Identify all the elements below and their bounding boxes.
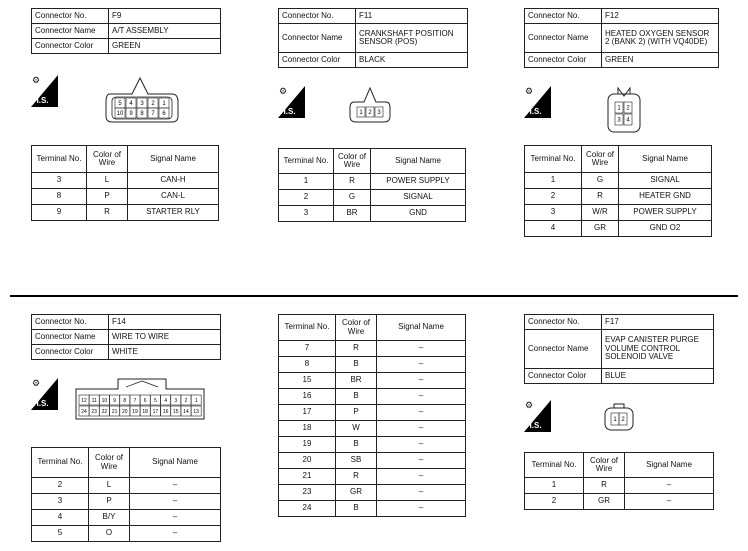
f12-connector-face	[604, 86, 644, 134]
pin-label: 16	[162, 408, 169, 415]
terminal-no-header: Terminal No.	[279, 149, 334, 174]
color-of-wire-header: Color of Wire	[584, 453, 625, 478]
table-row: 18 W –	[279, 421, 466, 437]
pin-label: 5	[154, 397, 157, 404]
connector-name-value: HEATED OXYGEN SENSOR 2 (BANK 2) (WITH VQ40DE)	[602, 24, 719, 53]
pin-label: 7	[133, 397, 137, 404]
color-of-wire-header: Color of Wire	[582, 146, 619, 173]
table-row: 24 B –	[279, 501, 466, 517]
pin-label: 3	[174, 397, 178, 404]
hs-label: H.S.	[33, 399, 49, 408]
table-row: 4 B/Y –	[32, 510, 221, 526]
table-row: 2 L –	[32, 478, 221, 494]
terminal-no-header: Terminal No.	[525, 146, 582, 173]
pin-label: 21	[111, 408, 118, 415]
pin-label: 12	[81, 397, 87, 404]
connector-name-value: EVAP CANISTER PURGE VOLUME CONTROL SOLENOID VALVE	[602, 330, 714, 369]
pin-label: 14	[183, 408, 189, 415]
pin-label: 20	[122, 408, 128, 415]
connector-no-label: Connector No.	[32, 9, 109, 24]
connector-color-label: Connector Color	[32, 345, 109, 360]
table-row: 5 O –	[32, 526, 221, 542]
hs-icon: ⚙ H.S.	[524, 86, 551, 118]
table-row: 8 P CAN-L	[32, 189, 219, 205]
pin-label: 1	[162, 101, 166, 108]
table-row: 3 L CAN-H	[32, 173, 219, 189]
connector-no-label: Connector No.	[525, 9, 602, 24]
color-of-wire-header: Color of Wire	[87, 146, 128, 173]
pin-label: 1	[194, 397, 198, 404]
connector-no-value: F9	[109, 9, 221, 24]
table-row: 17 P –	[279, 405, 466, 421]
table-row: 16 B –	[279, 389, 466, 405]
pin-label: 17	[152, 408, 159, 415]
pin-label: 2	[626, 105, 630, 112]
connector-color-value: GREEN	[109, 39, 221, 54]
terminal-no-header: Terminal No.	[525, 453, 584, 478]
pin-label: 9	[129, 111, 133, 118]
pin-label: 4	[164, 397, 167, 404]
table-row: 2 R HEATER GND	[525, 189, 712, 205]
table-row: 3 P –	[32, 494, 221, 510]
connector-name-label: Connector Name	[525, 24, 602, 53]
table-row: 21 R –	[279, 469, 466, 485]
pin-label: 19	[132, 408, 138, 415]
pin-label: 24	[81, 408, 87, 415]
pin-label: 3	[377, 110, 381, 117]
pin-label: 15	[173, 408, 179, 415]
connector-name-value: WIRE TO WIRE	[109, 330, 221, 345]
connector-color-label: Connector Color	[525, 53, 602, 68]
pin-label: 4	[626, 117, 630, 124]
hs-icon: ⚙ H.S.	[524, 400, 551, 432]
pin-label: 3	[140, 101, 144, 108]
hs-icon: ⚙ H.S.	[31, 378, 58, 410]
f12-terminal-table	[524, 145, 712, 237]
f14-terminal-table-continued	[278, 314, 466, 517]
pin-label: 6	[162, 111, 166, 118]
f11-connector-face	[348, 82, 392, 124]
signal-name-header: Signal Name	[619, 146, 712, 173]
table-row: 9 R STARTER RLY	[32, 205, 219, 221]
table-row: 7 R –	[279, 341, 466, 357]
signal-name-header: Signal Name	[371, 149, 466, 174]
pin-label: 5	[118, 101, 122, 108]
f9-terminal-table	[31, 145, 219, 221]
connector-no-value: F11	[356, 9, 468, 24]
table-row: 1 G SIGNAL	[525, 173, 712, 189]
pin-label: 18	[142, 408, 148, 415]
connector-color-value: BLACK	[356, 53, 468, 68]
connector-color-value: WHITE	[109, 345, 221, 360]
pin-label: 8	[140, 111, 144, 118]
f17-connector-face	[602, 402, 636, 432]
pin-label: 3	[617, 117, 621, 124]
f11-connector-info	[278, 8, 468, 68]
hs-label: H.S.	[280, 107, 296, 116]
f17-connector-info	[524, 314, 714, 384]
connector-no-label: Connector No.	[279, 9, 356, 24]
table-row: 2 G SIGNAL	[279, 190, 466, 206]
f14-connector-info	[31, 314, 221, 360]
color-of-wire-header: Color of Wire	[89, 448, 130, 478]
connector-color-value: GREEN	[602, 53, 719, 68]
f11-terminal-table	[278, 148, 466, 222]
table-row: 1 R –	[525, 478, 714, 494]
connector-name-value: A/T ASSEMBLY	[109, 24, 221, 39]
connector-name-label: Connector Name	[32, 24, 109, 39]
pin-label: 8	[123, 397, 127, 404]
f9-connector-info	[31, 8, 221, 54]
hs-icon: ⚙ H.S.	[31, 75, 58, 107]
connector-no-value: F17	[602, 315, 714, 330]
pin-label: 2	[621, 417, 625, 424]
color-of-wire-header: Color of Wire	[334, 149, 371, 174]
connector-color-value: BLUE	[602, 369, 714, 384]
table-row: 3 W/R POWER SUPPLY	[525, 205, 712, 221]
pin-label: 7	[151, 111, 155, 118]
hs-label: H.S.	[526, 421, 542, 430]
section-divider	[10, 295, 738, 297]
connector-name-label: Connector Name	[279, 24, 356, 53]
connector-color-label: Connector Color	[279, 53, 356, 68]
table-row: 3 BR GND	[279, 206, 466, 222]
f17-terminal-table	[524, 452, 714, 510]
pin-label: 2	[151, 101, 155, 108]
connector-name-label: Connector Name	[525, 330, 602, 369]
terminal-no-header: Terminal No.	[32, 146, 87, 173]
pin-label: 11	[91, 397, 97, 404]
f9-connector-face	[102, 72, 182, 127]
pin-label: 9	[113, 397, 116, 404]
pin-label: 23	[91, 408, 97, 415]
pin-label: 4	[129, 101, 133, 108]
connector-no-label: Connector No.	[525, 315, 602, 330]
signal-name-header: Signal Name	[625, 453, 714, 478]
table-row: 20 SB –	[279, 453, 466, 469]
pin-label: 10	[116, 111, 124, 118]
signal-name-header: Signal Name	[377, 315, 466, 341]
color-of-wire-header: Color of Wire	[336, 315, 377, 341]
connector-name-value: CRANKSHAFT POSITION SENSOR (POS)	[356, 24, 468, 53]
pin-label: 22	[101, 408, 108, 415]
table-row: 15 BR –	[279, 373, 466, 389]
hs-label: H.S.	[526, 107, 542, 116]
pin-label: 13	[193, 408, 199, 415]
table-row: 23 GR –	[279, 485, 466, 501]
connector-name-label: Connector Name	[32, 330, 109, 345]
pin-label: 10	[101, 397, 108, 404]
f14-connector-face	[74, 377, 206, 421]
hs-label: H.S.	[33, 96, 49, 105]
pin-label: 6	[143, 397, 147, 404]
connector-color-label: Connector Color	[525, 369, 602, 384]
pin-label: 1	[359, 110, 363, 117]
hs-icon: ⚙ H.S.	[278, 86, 305, 118]
f14-terminal-table	[31, 447, 221, 542]
terminal-no-header: Terminal No.	[32, 448, 89, 478]
connector-no-value: F12	[602, 9, 719, 24]
table-row: 2 GR –	[525, 494, 714, 510]
table-row: 8 B –	[279, 357, 466, 373]
pin-label: 1	[617, 105, 621, 112]
f12-connector-info	[524, 8, 719, 68]
terminal-no-header: Terminal No.	[279, 315, 336, 341]
connector-no-label: Connector No.	[32, 315, 109, 330]
pin-label: 2	[368, 110, 372, 117]
table-row: 4 GR GND O2	[525, 221, 712, 237]
connector-no-value: F14	[109, 315, 221, 330]
signal-name-header: Signal Name	[128, 146, 219, 173]
pin-label: 2	[184, 397, 188, 404]
table-row: 1 R POWER SUPPLY	[279, 174, 466, 190]
signal-name-header: Signal Name	[130, 448, 221, 478]
pin-label: 1	[613, 417, 617, 424]
table-row: 19 B –	[279, 437, 466, 453]
connector-color-label: Connector Color	[32, 39, 109, 54]
